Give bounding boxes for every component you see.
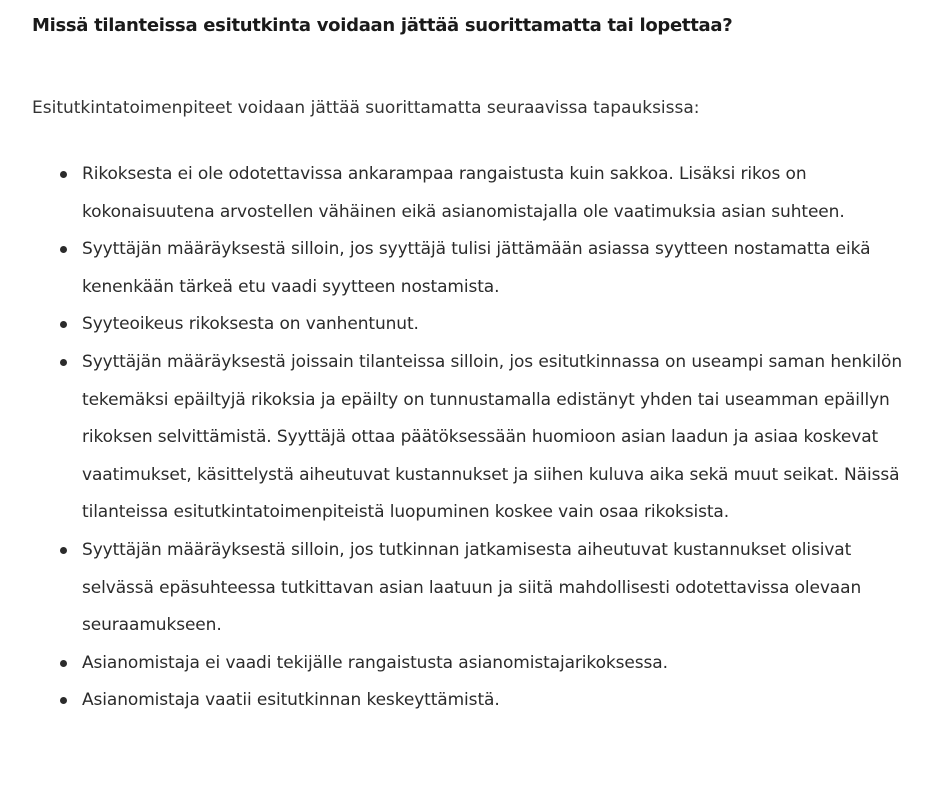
list-item [82, 231, 912, 306]
bullet-icon [60, 359, 67, 366]
list-item [82, 682, 912, 720]
list-item-text: Syyttäjän määräyksestä silloin, jos syyttäjä tulisi jättämään asiassa syytteen nostamatta eikä kenenkään tärkeä etu vaadi syytteen nostamista. [82, 239, 871, 297]
list-item [82, 344, 912, 532]
list-item [82, 306, 912, 344]
bullet-icon [60, 246, 67, 253]
list-item-text: Syyttäjän määräyksestä joissain tilanteissa silloin, jos esitutkinnassa on useampi saman henkilön tekemäksi epäiltyjä rikoksia ja epäilty on tunnustamalla edistänyt yhden tai useamman epäillyn rikoksen selvittämistä. Syyttäjä ottaa päätöksessään huomioon asian laadun ja asiaa koskevat vaatimukset, käsittelystä aiheutuvat kustannukset ja siihen kuluva aika sekä muut seikat. Näissä tilanteissa esitutkintatoimenpiteistä luopuminen koskee vain osaa rikoksista. [82, 351, 903, 523]
list-item-text: Asianomistaja vaatii esitutkinnan keskeyttämistä. [82, 690, 500, 711]
list-item [82, 645, 912, 683]
list-item-text: Asianomistaja ei vaadi tekijälle rangaistusta asianomistajarikoksessa. [82, 652, 668, 673]
case-list [32, 156, 912, 720]
bullet-icon [60, 171, 67, 178]
list-item-text: Syyttäjän määräyksestä silloin, jos tutkinnan jatkamisesta aiheutuvat kustannukset olisivat selvässä epäsuhteessa tutkittavan asian laatuun ja siitä mahdollisesti odotettavissa olevaan seuraamukseen. [82, 539, 862, 636]
section-heading: Missä tilanteissa esitutkinta voidaan jättää suorittamatta tai lopettaa? [32, 15, 733, 36]
bullet-icon [60, 547, 67, 554]
list-item-text: Syyteoikeus rikoksesta on vanhentunut. [82, 314, 419, 335]
list-item [82, 156, 912, 231]
bullet-icon [60, 660, 67, 667]
list-item [82, 532, 912, 645]
intro-paragraph: Esitutkintatoimenpiteet voidaan jättää suorittamatta seuraavissa tapauksissa: [32, 98, 700, 118]
bullet-icon [60, 321, 67, 328]
article-content [32, 0, 912, 720]
list-item-text: Rikoksesta ei ole odotettavissa ankarampaa rangaistusta kuin sakkoa. Lisäksi rikos on kokonaisuutena arvostellen vähäinen eikä asianomistajalla ole vaatimuksia asian suhteen. [82, 164, 845, 222]
bullet-icon [60, 697, 67, 704]
